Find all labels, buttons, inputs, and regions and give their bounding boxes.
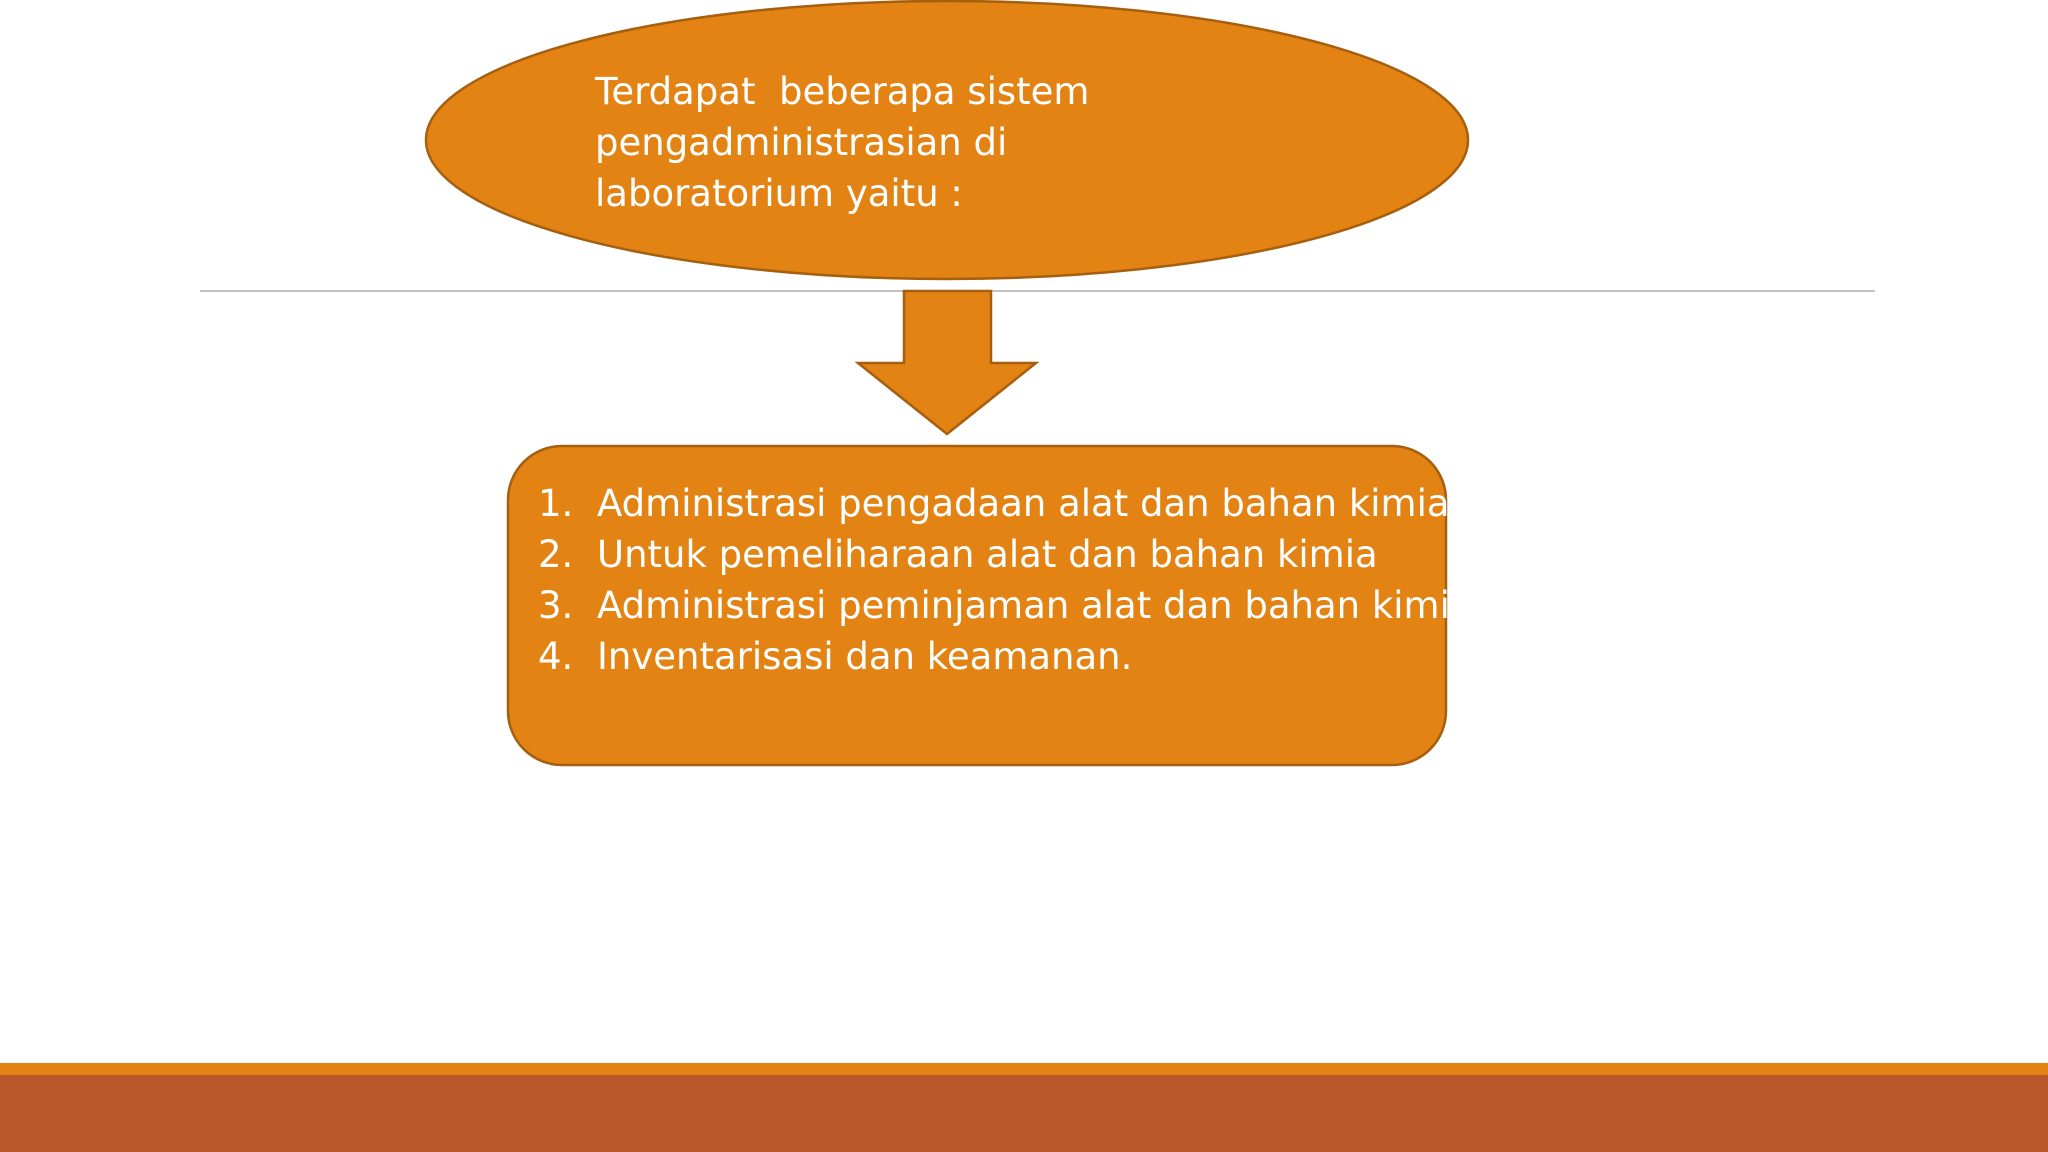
list-item-text: Administrasi peminjaman alat dan bahan kimia [597,584,1473,627]
footer-accent-stripe [0,1063,2048,1075]
list-item-text: Untuk pemeliharaan alat dan bahan kimia [597,533,1378,576]
list-item-text: Inventarisasi dan keamanan. [597,635,1133,678]
list-item-number: 2. [538,533,574,576]
list-item [538,529,1438,580]
footer-bar [0,1075,2048,1152]
list-item [538,631,1438,682]
list-item [538,580,1473,631]
list-item-text: Administrasi pengadaan alat dan bahan kimia. [597,482,1462,525]
list-item-number: 4. [538,635,574,678]
list-item [538,478,1462,529]
administration-list [538,478,1473,682]
down-arrow-icon [858,291,1036,434]
list-item-number: 3. [538,584,574,627]
intro-text: Terdapat beberapa sistem pengadministrasian di laboratorium yaitu : [595,70,1102,215]
list-item-number: 1. [538,482,574,525]
